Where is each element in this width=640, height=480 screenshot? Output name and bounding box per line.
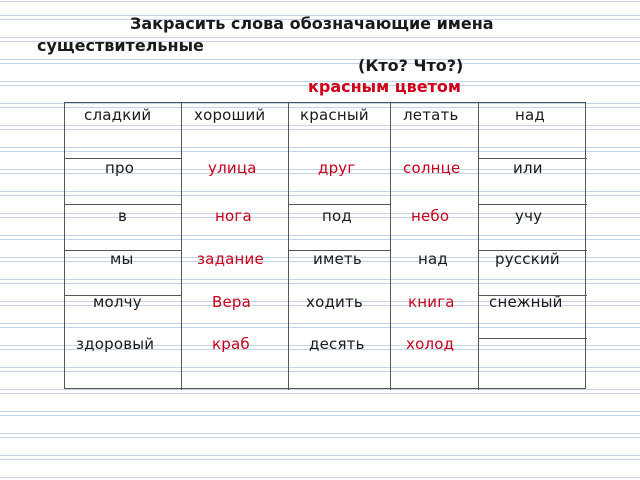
word-noun[interactable]: книга xyxy=(408,293,455,311)
title-question: (Кто? Что?) xyxy=(358,56,464,75)
title-line-2: существительные xyxy=(37,36,204,55)
table-divider xyxy=(288,204,390,205)
word[interactable]: под xyxy=(322,207,352,225)
word-noun[interactable]: задание xyxy=(197,250,264,268)
word[interactable]: над xyxy=(515,106,545,124)
word-noun[interactable]: холод xyxy=(406,335,455,353)
word[interactable]: в xyxy=(118,207,128,225)
table-divider xyxy=(288,103,289,390)
word[interactable]: мы xyxy=(110,250,134,268)
table-divider xyxy=(478,338,587,339)
word[interactable]: ходить xyxy=(306,293,363,311)
word[interactable]: молчу xyxy=(93,293,142,311)
word-noun[interactable]: небо xyxy=(411,207,450,225)
word[interactable]: десять xyxy=(309,335,365,353)
word-noun[interactable]: краб xyxy=(212,335,250,353)
word[interactable]: над xyxy=(418,250,448,268)
word[interactable]: учу xyxy=(515,207,543,225)
word[interactable]: про xyxy=(105,159,135,177)
word[interactable]: хороший xyxy=(194,106,266,124)
word[interactable]: сладкий xyxy=(84,106,152,124)
title-color-instruction: красным цветом xyxy=(308,77,461,96)
title-line-1: Закрасить слова обозначающие имена xyxy=(130,14,494,33)
word-noun[interactable]: Вера xyxy=(212,293,252,311)
table-divider xyxy=(478,103,479,390)
word[interactable]: русский xyxy=(495,250,560,268)
word[interactable]: иметь xyxy=(313,250,362,268)
table-divider xyxy=(390,103,391,390)
word-noun[interactable]: улица xyxy=(208,159,257,177)
word[interactable]: летать xyxy=(403,106,459,124)
word-noun[interactable]: друг xyxy=(318,159,356,177)
word-noun[interactable]: солнце xyxy=(403,159,461,177)
table-divider xyxy=(65,204,181,205)
table-divider xyxy=(478,204,587,205)
word[interactable]: или xyxy=(513,159,543,177)
word[interactable]: снежный xyxy=(489,293,563,311)
word[interactable]: здоровый xyxy=(76,335,155,353)
word[interactable]: красный xyxy=(300,106,369,124)
table-divider xyxy=(181,103,182,390)
word-noun[interactable]: нога xyxy=(215,207,252,225)
